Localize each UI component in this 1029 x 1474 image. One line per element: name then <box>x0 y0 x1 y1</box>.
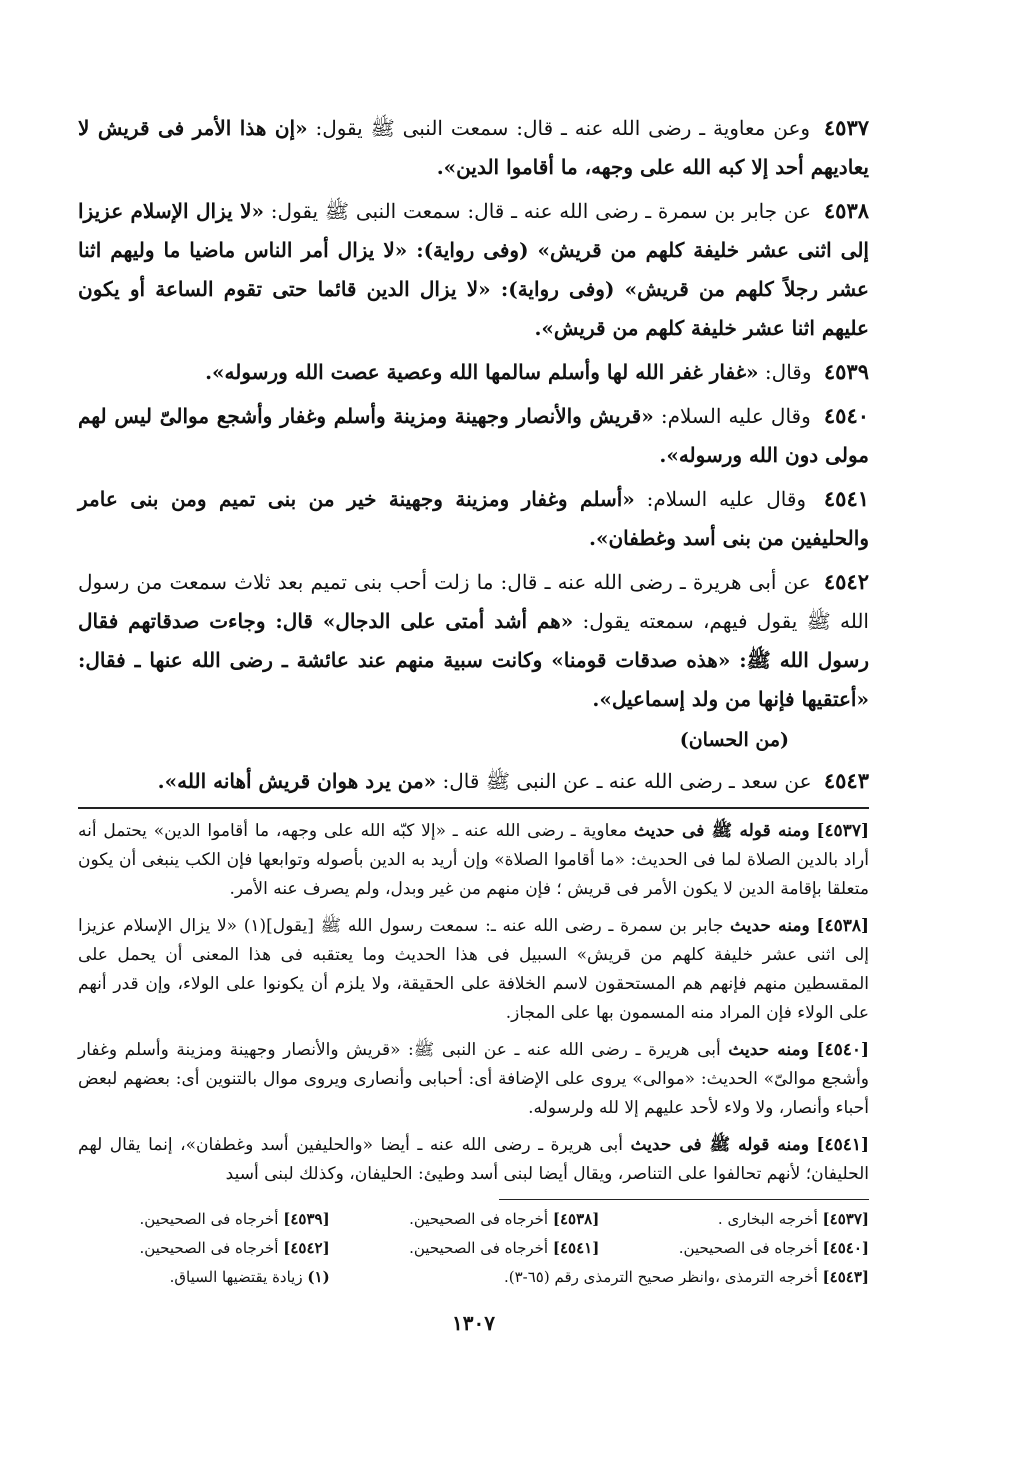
section-divider <box>78 807 869 809</box>
commentary-number: [٤٥٤٠] <box>816 1040 870 1060</box>
commentary-lead: ومنه حديث <box>728 1040 809 1060</box>
commentary-section <box>78 817 869 1189</box>
hadith-4537 <box>78 108 869 187</box>
hadith-number: ٤٥٣٩ <box>823 359 869 384</box>
hadith-4540 <box>78 396 869 475</box>
hadith-intro: وقال: <box>764 360 812 384</box>
footnote-number: [٤٥٤٢] <box>283 1239 330 1257</box>
commentary-body: جابر بن سمرة ـ رضى الله عنه ـ: سمعت رسول الله ﷺ [يقول](١) «لا يزال الإسلام عزيزا إلى اثنى عشر خليفة كلهم من قريش» السبيل فى هذا الحديث وما يعتقبه فى هذا المعنى أن يحمل على المقسطين منهم فإنهم هم المستحقون لاسم الخلافة على الحقيقة، ولا يلزم أن يكونوا على الولاء، وإن قدر أنهم على الولاء فإن المراد منه المسمون بها على المجاز. <box>78 916 869 1023</box>
hadith-intro: عن جابر بن سمرة ـ رضى الله عنه ـ قال: سمعت النبى ﷺ يقول: <box>270 199 812 223</box>
footnote-1 <box>78 1264 330 1291</box>
hadith-text: «غفار غفر الله لها وأسلم سالمها الله وعصية عصت الله ورسوله». <box>205 360 759 384</box>
footnote-text: أخرجاه فى الصحيحين. <box>409 1210 549 1228</box>
hadith-number: ٤٥٣٧ <box>823 115 870 140</box>
commentary-4537 <box>78 817 869 904</box>
footnotes <box>78 1206 869 1291</box>
hadith-section <box>78 108 869 801</box>
footnote-text: أخرجاه فى الصحيحين. <box>139 1239 279 1257</box>
footnote-4542 <box>78 1235 330 1262</box>
hadith-4541 <box>78 479 869 558</box>
footnote-text: أخرجاه فى الصحيحين. <box>678 1239 818 1257</box>
hadith-4542 <box>78 562 869 719</box>
footnote-4540 <box>617 1235 869 1262</box>
footnote-text: أخرجه الترمذى ،وانظر صحيح الترمذى رقم (٦٥-٣). <box>503 1268 818 1286</box>
hadith-4543 <box>78 761 869 801</box>
commentary-body: أبى هريرة ـ رضى الله عنه ـ عن النبى ﷺ: «قريش والأنصار وجهينة ومزينة وأسلم وغفار وأشجع موالىّ» الحديث: «موالى» يروى على الإضافة أى: أحبابى وأنصارى ويروى موال بالتنوين أى: بعضهم لبعض أحباء وأنصار، ولا ولاء لأحد عليهم إلا لله ولرسوله. <box>78 1040 869 1118</box>
hadith-number: ٤٥٤٠ <box>823 403 870 428</box>
commentary-lead: ومنه قوله ﷺ فى حديث <box>633 821 810 841</box>
footnote-number: (١) <box>307 1268 330 1286</box>
footnote-4538 <box>348 1206 600 1233</box>
commentary-lead: ومنه حديث <box>730 916 810 936</box>
hadith-number: ٤٥٤٣ <box>823 768 869 793</box>
hadith-number: ٤٥٤٢ <box>823 569 869 594</box>
commentary-4540 <box>78 1036 869 1123</box>
hadith-4538 <box>78 191 869 348</box>
commentary-4541 <box>78 1131 869 1189</box>
commentary-number: [٤٥٤١] <box>816 1135 870 1155</box>
commentary-number: [٤٥٣٧] <box>816 821 869 841</box>
commentary-body: أبى هريرة ـ رضى الله عنه ـ أيضا «والحليفين أسد وغطفان»، إنما يقال لهم الحليفان؛ لأنهم تحالفوا على التناصر، ويقال أيضا لبنى أسد وطيئ: الحليفان، وكذلك لبنى أسيد <box>78 1135 869 1184</box>
hadith-intro: وقال عليه السلام: <box>660 404 811 428</box>
commentary-lead: ومنه قوله ﷺ فى حديث <box>630 1135 809 1155</box>
hadith-text: «هم أشد أمتى على الدجال» قال: وجاءت صدقاتهم فقال رسول الله ﷺ: «هذه صدقات قومنا» وكانت سبية منهم عند عائشة ـ رضى الله عنها ـ فقال: «أعتقيها فإنها من ولد إسماعيل». <box>78 609 869 711</box>
hadith-number: ٤٥٣٨ <box>823 198 870 223</box>
hadith-text: «لا يزال الإسلام عزيزا إلى اثنى عشر خليفة كلهم من قريش» (وفى رواية): «لا يزال أمر الناس ماضيا ما وليهم اثنا عشر رجلاً كلهم من قريش» (وفى رواية): «لا يزال الدين قائما حتى تقوم الساعة أو يكون عليهم اثنا عشر خليفة كلهم من قريش». <box>78 199 869 340</box>
hadith-intro: عن أبى هريرة ـ رضى الله عنه ـ قال: ما زلت أحب بنى تميم بعد ثلاث سمعت من رسول الله ﷺ يقول فيهم، سمعته يقول: <box>78 570 869 633</box>
hadith-text: «قريش والأنصار وجهينة ومزينة وأسلم وغفار وأشجع موالىّ ليس لهم مولى دون الله ورسوله». <box>78 404 869 467</box>
footnote-number: [٤٥٤١] <box>552 1239 600 1257</box>
footnote-number: [٤٥٣٨] <box>552 1210 600 1228</box>
footnote-number: [٤٥٣٩] <box>283 1210 330 1228</box>
footnote-4539 <box>78 1206 330 1233</box>
commentary-body: معاوية ـ رضى الله عنه ـ «إلا كبّه الله على وجهه، ما أقاموا الدين» يحتمل أنه أراد بالدين الصلاة لما فى الحديث: «ما أقاموا الصلاة» وإن أريد به الدين بأصوله وتوابعها فإن الكب ينبغى أن يكون متعلقا بإقامة الدين لا يكون الأمر فى قريش ؛ فإن منهم من غير وبدل، ولم يصرف عنه الأمر. <box>78 821 869 899</box>
footnote-number: [٤٥٣٧] <box>822 1210 869 1228</box>
hadith-text: «من يرد هوان قريش أهانه الله». <box>157 769 437 793</box>
footnote-number: [٤٥٤٠] <box>822 1239 869 1257</box>
footnote-text: أخرجاه فى الصحيحين. <box>139 1210 279 1228</box>
commentary-number: [٤٥٣٨] <box>816 916 870 936</box>
footnote-4543 <box>348 1264 869 1291</box>
section-note: (من الحسان) <box>679 729 789 751</box>
footnote-text: زيادة يقتضيها السياق. <box>169 1268 303 1286</box>
hadith-intro: عن سعد ـ رضى الله عنه ـ عن النبى ﷺ قال: <box>442 769 812 793</box>
footnote-number: [٤٥٤٣] <box>822 1268 869 1286</box>
footnote-text: أخرجه البخارى . <box>717 1210 818 1228</box>
commentary-4538 <box>78 912 869 1028</box>
footnote-4537 <box>617 1206 869 1233</box>
footnote-text: أخرجاه فى الصحيحين. <box>409 1239 549 1257</box>
hadith-4539 <box>78 352 869 392</box>
hadith-intro: وعن معاوية ـ رضى الله عنه ـ قال: سمعت النبى ﷺ يقول: <box>315 116 811 140</box>
hadith-text: «أسلم وغفار ومزينة وجهينة خير من بنى تميم ومن بنى عامر والحليفين من بنى أسد وغطفان». <box>78 487 869 550</box>
footnote-4541 <box>348 1235 600 1262</box>
footnote-divider <box>499 1199 869 1200</box>
hadith-intro: وقال عليه السلام: <box>646 487 807 511</box>
page-number: ١٣٠٧ <box>452 1311 495 1335</box>
hadith-text: «إن هذا الأمر فى قريش لا يعاديهم أحد إلا كبه الله على وجهه، ما أقاموا الدين». <box>78 116 869 179</box>
hadith-number: ٤٥٤١ <box>823 486 870 511</box>
